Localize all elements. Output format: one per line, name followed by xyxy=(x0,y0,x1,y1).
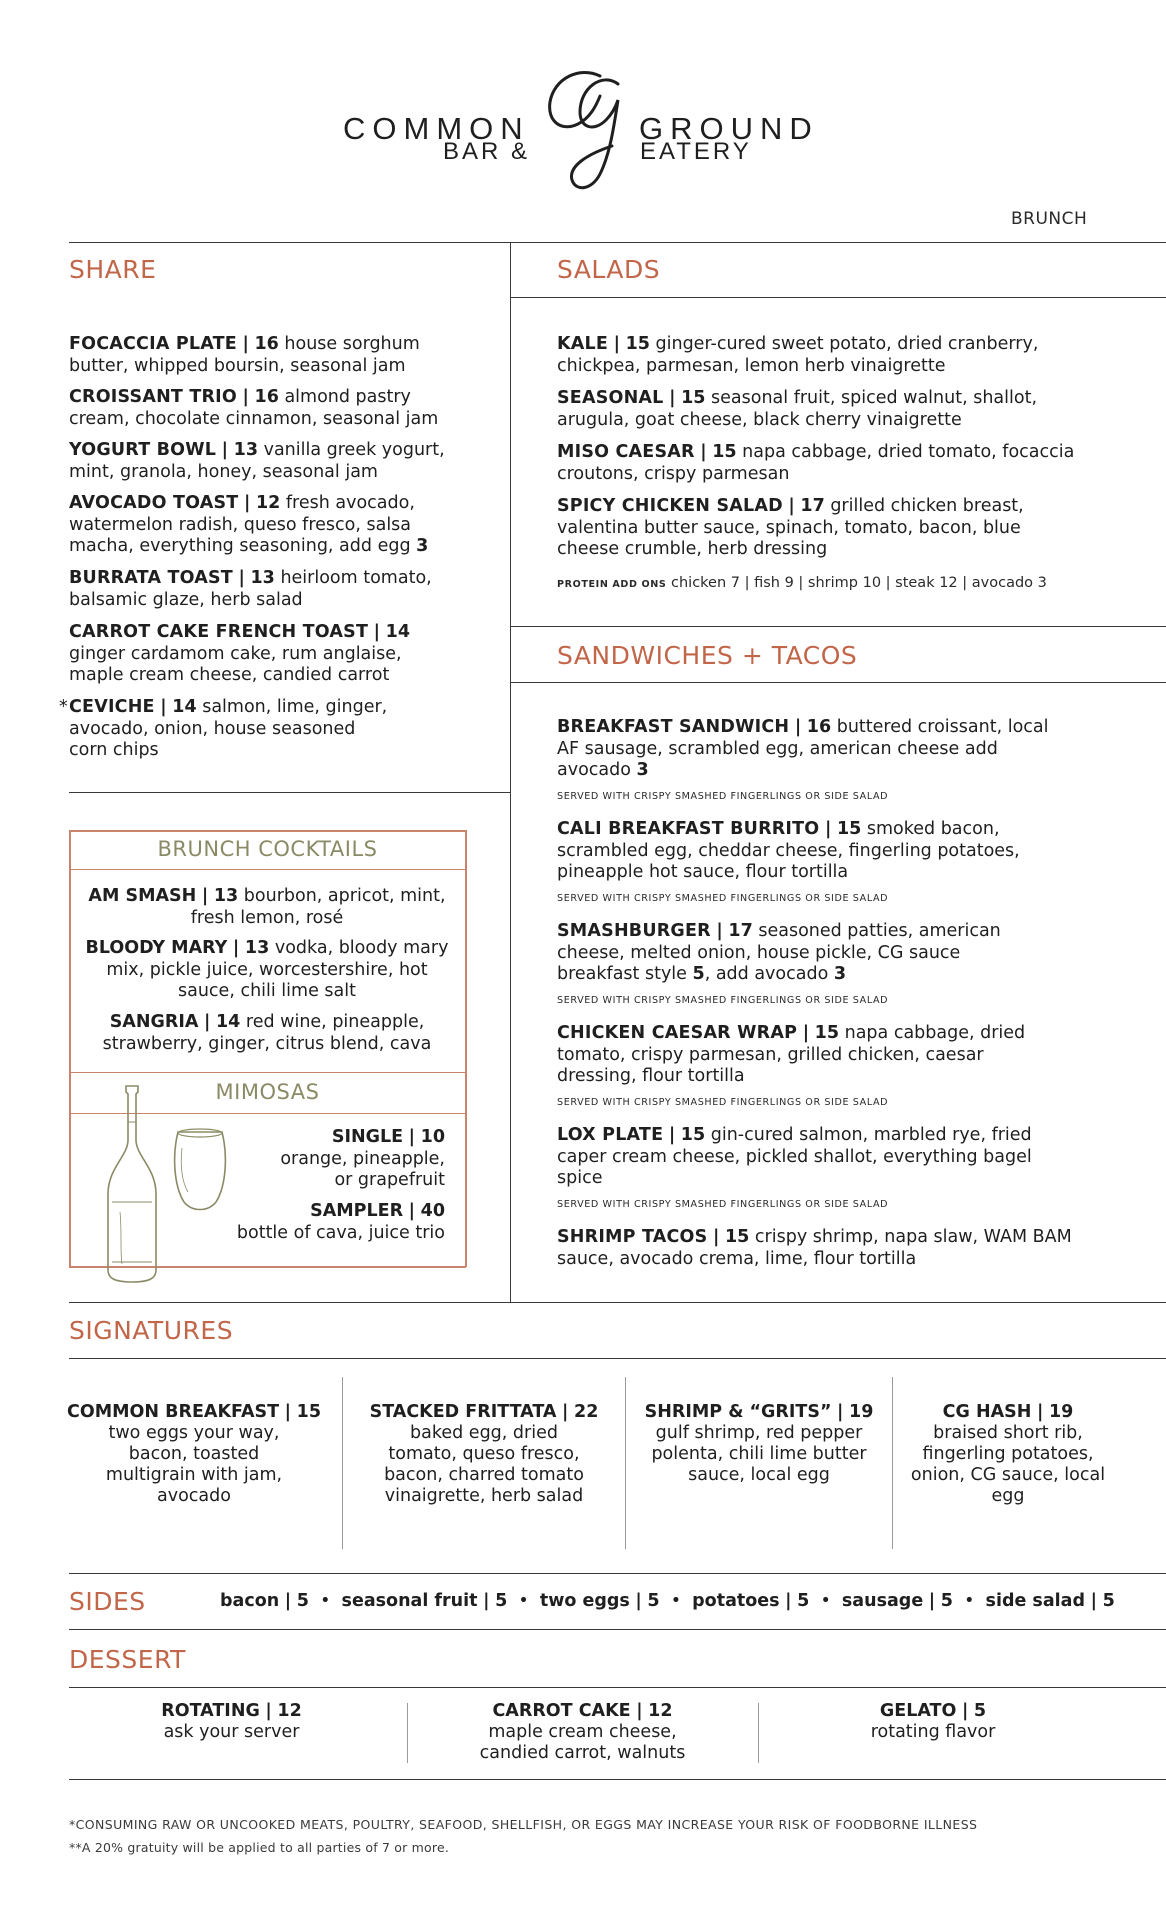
sandwich-item: SHRIMP TACOS | 15 crispy shrimp, napa slaw, WAM BAM sauce, avocado crema, lime, flour tortilla xyxy=(557,1227,1072,1269)
served-note: SERVED WITH CRISPY SMASHED FINGERLINGS OR SIDE SALAD xyxy=(557,893,889,904)
logo-word-ground: GROUND xyxy=(639,111,819,146)
salads-title: SALADS xyxy=(557,255,661,284)
dessert-item: GELATO | 5 rotating flavor xyxy=(870,1701,996,1742)
champagne-bottle-icon xyxy=(98,1082,170,1288)
mimosa-item: SAMPLER | 40 bottle of cava, juice trio xyxy=(236,1201,445,1243)
divider-sides-top xyxy=(69,1573,1166,1574)
box-divider-title xyxy=(69,869,466,870)
share-item: FOCACCIA PLATE | 16 house sorghum butter, whipped boursin, seasonal jam xyxy=(69,334,420,376)
signature-item: COMMON BREAKFAST | 15 two eggs your way, bacon, toasted multigrain with jam, avocado xyxy=(67,1402,321,1506)
sides-title: SIDES xyxy=(69,1587,146,1616)
sandwich-item: LOX PLATE | 15 gin-cured salmon, marbled rye, fried caper cream cheese, pickled shallot, everything bagel spice xyxy=(557,1125,1032,1188)
dessert-title: DESSERT xyxy=(69,1645,186,1674)
mimosa-item: SINGLE | 10 orange, pineapple, or grapefruit xyxy=(280,1127,445,1190)
sides-list: bacon | 5 • seasonal fruit | 5 • two eggs | 5 • potatoes | 5 • sausage | 5 • side salad | 5 xyxy=(220,1591,1115,1611)
signature-divider xyxy=(342,1377,343,1549)
served-note: SERVED WITH CRISPY SMASHED FINGERLINGS OR SIDE SALAD xyxy=(557,791,889,802)
asterisk-mark: * xyxy=(59,697,68,717)
salad-item: KALE | 15 ginger-cured sweet potato, dried cranberry, chickpea, parmesan, lemon herb vinaigrette xyxy=(557,334,1039,376)
share-item: * CEVICHE | 14 salmon, lime, ginger, avocado, onion, house seasoned corn chips xyxy=(59,697,388,760)
signature-divider xyxy=(892,1377,893,1549)
cocktail-item: BLOODY MARY | 13 vodka, bloody mary mix, pickle juice, worcestershire, hot sauce, chili lime salt xyxy=(85,938,449,1001)
signatures-title: SIGNATURES xyxy=(69,1316,234,1345)
footer-gratuity-note: **A 20% gratuity will be applied to all parties of 7 or more. xyxy=(69,1840,450,1855)
logo-word-eatery: EATERY xyxy=(640,138,752,165)
divider-dessert-title xyxy=(69,1687,1166,1688)
box-divider-mimosas xyxy=(69,1072,466,1073)
divider-signatures-top xyxy=(69,1302,1166,1303)
sandwich-item: BREAKFAST SANDWICH | 16 buttered croissant, local AF sausage, scrambled egg, american cheese add avocado 3 xyxy=(557,717,1049,780)
signature-item: SHRIMP & “GRITS” | 19 gulf shrimp, red pepper polenta, chili lime butter sauce, local egg xyxy=(644,1402,874,1485)
divider-salads-bottom xyxy=(510,626,1166,627)
divider-signatures-title xyxy=(69,1358,1166,1359)
dessert-item: CARROT CAKE | 12 maple cream cheese, candied carrot, walnuts xyxy=(479,1701,686,1763)
divider-share-bottom xyxy=(69,792,510,793)
salad-item: SPICY CHICKEN SALAD | 17 grilled chicken breast, valentina butter sauce, spinach, tomato, bacon, blue cheese crumble, herb dressing xyxy=(557,496,1024,559)
box-border-right xyxy=(465,830,467,1267)
share-item: CARROT CAKE FRENCH TOAST | 14 ginger cardamom cake, rum anglaise, maple cream cheese, candied carrot xyxy=(69,622,411,685)
divider-top xyxy=(69,242,1166,243)
sandwiches-title: SANDWICHES + TACOS xyxy=(557,641,858,670)
cocktails-title: BRUNCH COCKTAILS xyxy=(157,837,378,861)
protein-addons: PROTEIN ADD ONS chicken 7 | fish 9 | shrimp 10 | steak 12 | avocado 3 xyxy=(557,575,1047,591)
salad-item: SEASONAL | 15 seasonal fruit, spiced walnut, shallot, arugula, goat cheese, black cherry vinaigrette xyxy=(557,388,1038,430)
dessert-divider xyxy=(407,1703,408,1763)
box-border-top xyxy=(69,830,466,832)
share-item: CROISSANT TRIO | 16 almond pastry cream, chocolate cinnamon, seasonal jam xyxy=(69,387,439,429)
signature-item: CG HASH | 19 braised short rib, fingerling potatoes, onion, CG sauce, local egg xyxy=(910,1402,1106,1506)
divider-sandwiches-title xyxy=(510,682,1166,683)
dessert-item: ROTATING | 12 ask your server xyxy=(161,1701,302,1742)
menu-label: BRUNCH xyxy=(1011,209,1088,229)
divider-sides-bottom xyxy=(69,1629,1166,1630)
cg-monogram-icon xyxy=(540,62,636,198)
box-border-left xyxy=(69,830,71,1267)
served-note: SERVED WITH CRISPY SMASHED FINGERLINGS OR SIDE SALAD xyxy=(557,1199,889,1210)
divider-column xyxy=(510,242,511,1302)
cocktail-item: SANGRIA | 14 red wine, pineapple, strawberry, ginger, citrus blend, cava xyxy=(102,1012,432,1054)
logo-word-common: COMMON xyxy=(343,111,530,146)
share-item: AVOCADO TOAST | 12 fresh avocado, watermelon radish, queso fresco, salsa macha, everything seasoning, add egg 3 xyxy=(69,493,429,556)
sandwich-item: SMASHBURGER | 17 seasoned patties, american cheese, melted onion, house pickle, CG sauce breakfast style 5, add avocado 3 xyxy=(557,921,1001,984)
cocktail-item: AM SMASH | 13 bourbon, apricot, mint, fresh lemon, rosé xyxy=(88,886,446,928)
dessert-divider xyxy=(758,1703,759,1763)
share-item: YOGURT BOWL | 13 vanilla greek yogurt, mint, granola, honey, seasonal jam xyxy=(69,440,445,482)
share-item: BURRATA TOAST | 13 heirloom tomato, balsamic glaze, herb salad xyxy=(69,568,432,610)
signature-item: STACKED FRITTATA | 22 baked egg, dried tomato, queso fresco, bacon, charred tomato vinaigrette, herb salad xyxy=(369,1402,599,1506)
mimosas-title: MIMOSAS xyxy=(215,1080,320,1104)
served-note: SERVED WITH CRISPY SMASHED FINGERLINGS OR SIDE SALAD xyxy=(557,1097,889,1108)
footer-raw-food-warning: *CONSUMING RAW OR UNCOOKED MEATS, POULTRY, SEAFOOD, SHELLFISH, OR EGGS MAY INCREASE YOUR RISK OF FOODBORNE ILLNESS xyxy=(69,1817,978,1832)
wine-glass-icon xyxy=(168,1126,232,1216)
logo-word-bar: BAR & xyxy=(443,138,531,165)
divider-salads-title xyxy=(510,297,1166,298)
signature-divider xyxy=(625,1377,626,1549)
divider-footer xyxy=(69,1779,1166,1780)
salad-item: MISO CAESAR | 15 napa cabbage, dried tomato, focaccia croutons, crispy parmesan xyxy=(557,442,1075,484)
sandwich-item: CHICKEN CAESAR WRAP | 15 napa cabbage, dried tomato, crispy parmesan, grilled chicken, caesar dressing, flour tortilla xyxy=(557,1023,1026,1086)
served-note: SERVED WITH CRISPY SMASHED FINGERLINGS OR SIDE SALAD xyxy=(557,995,889,1006)
share-title: SHARE xyxy=(69,255,157,284)
sandwich-item: CALI BREAKFAST BURRITO | 15 smoked bacon, scrambled egg, cheddar cheese, fingerling potatoes, pineapple hot sauce, flour tortilla xyxy=(557,819,1020,882)
